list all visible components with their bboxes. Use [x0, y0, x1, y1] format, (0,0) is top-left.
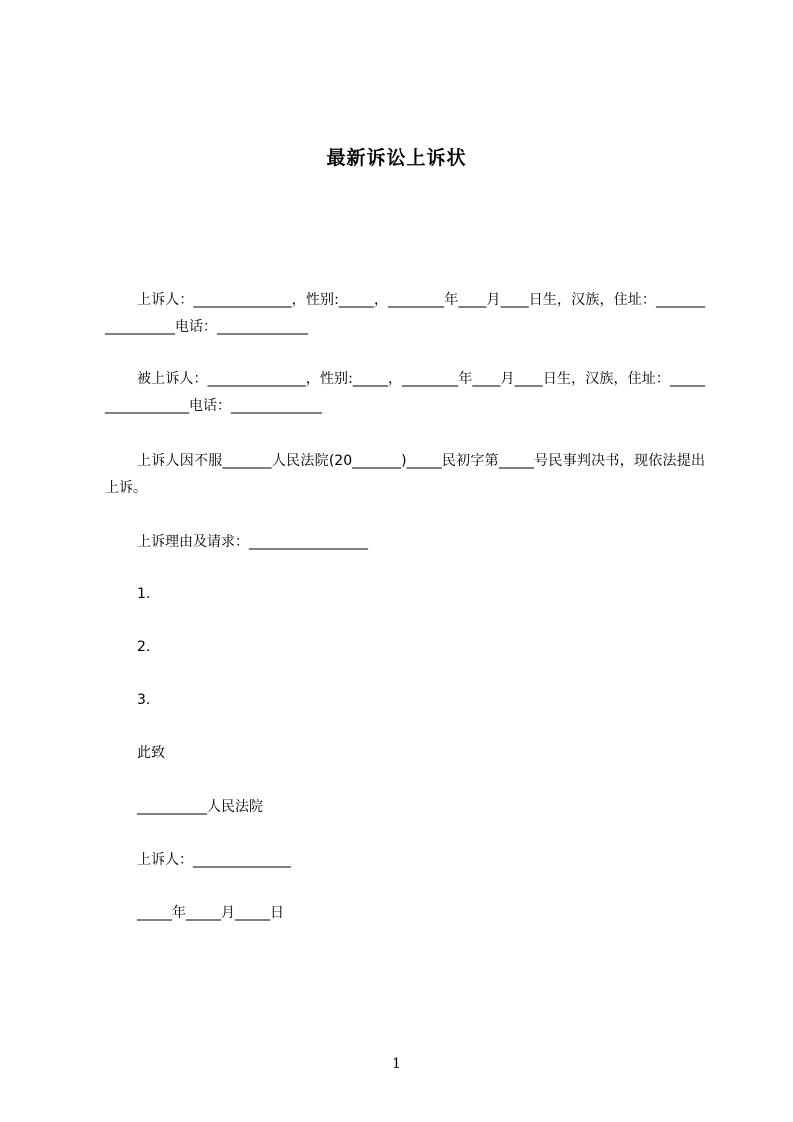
- appellant-info: 上诉人：______________，性别:_____，________年____月____日生，汉族，住址：_________________电话：_____________: [105, 292, 705, 335]
- document-title: 最新诉讼上诉状: [326, 147, 467, 169]
- court-name: __________人民法院: [137, 799, 263, 815]
- appeal-statement: 上诉人因不服_______人民法院(20_______)_____民初字第_____号民事判决书，现依法提出上诉。: [105, 453, 705, 496]
- appellee-info: 被上诉人：______________，性别:_____，________年____月____日生，汉族，住址：_________________电话：_____________: [105, 371, 705, 414]
- date-line: _____年_____月_____日: [137, 905, 284, 921]
- page-number: 1: [392, 1056, 401, 1072]
- signature-line: 上诉人：______________: [137, 852, 291, 868]
- list-item-2: 2.: [137, 639, 151, 655]
- closing-text: 此致: [137, 745, 165, 761]
- reasons-label: 上诉理由及请求：_________________: [137, 534, 368, 550]
- list-item-3: 3.: [137, 692, 151, 708]
- list-item-1: 1.: [137, 586, 151, 602]
